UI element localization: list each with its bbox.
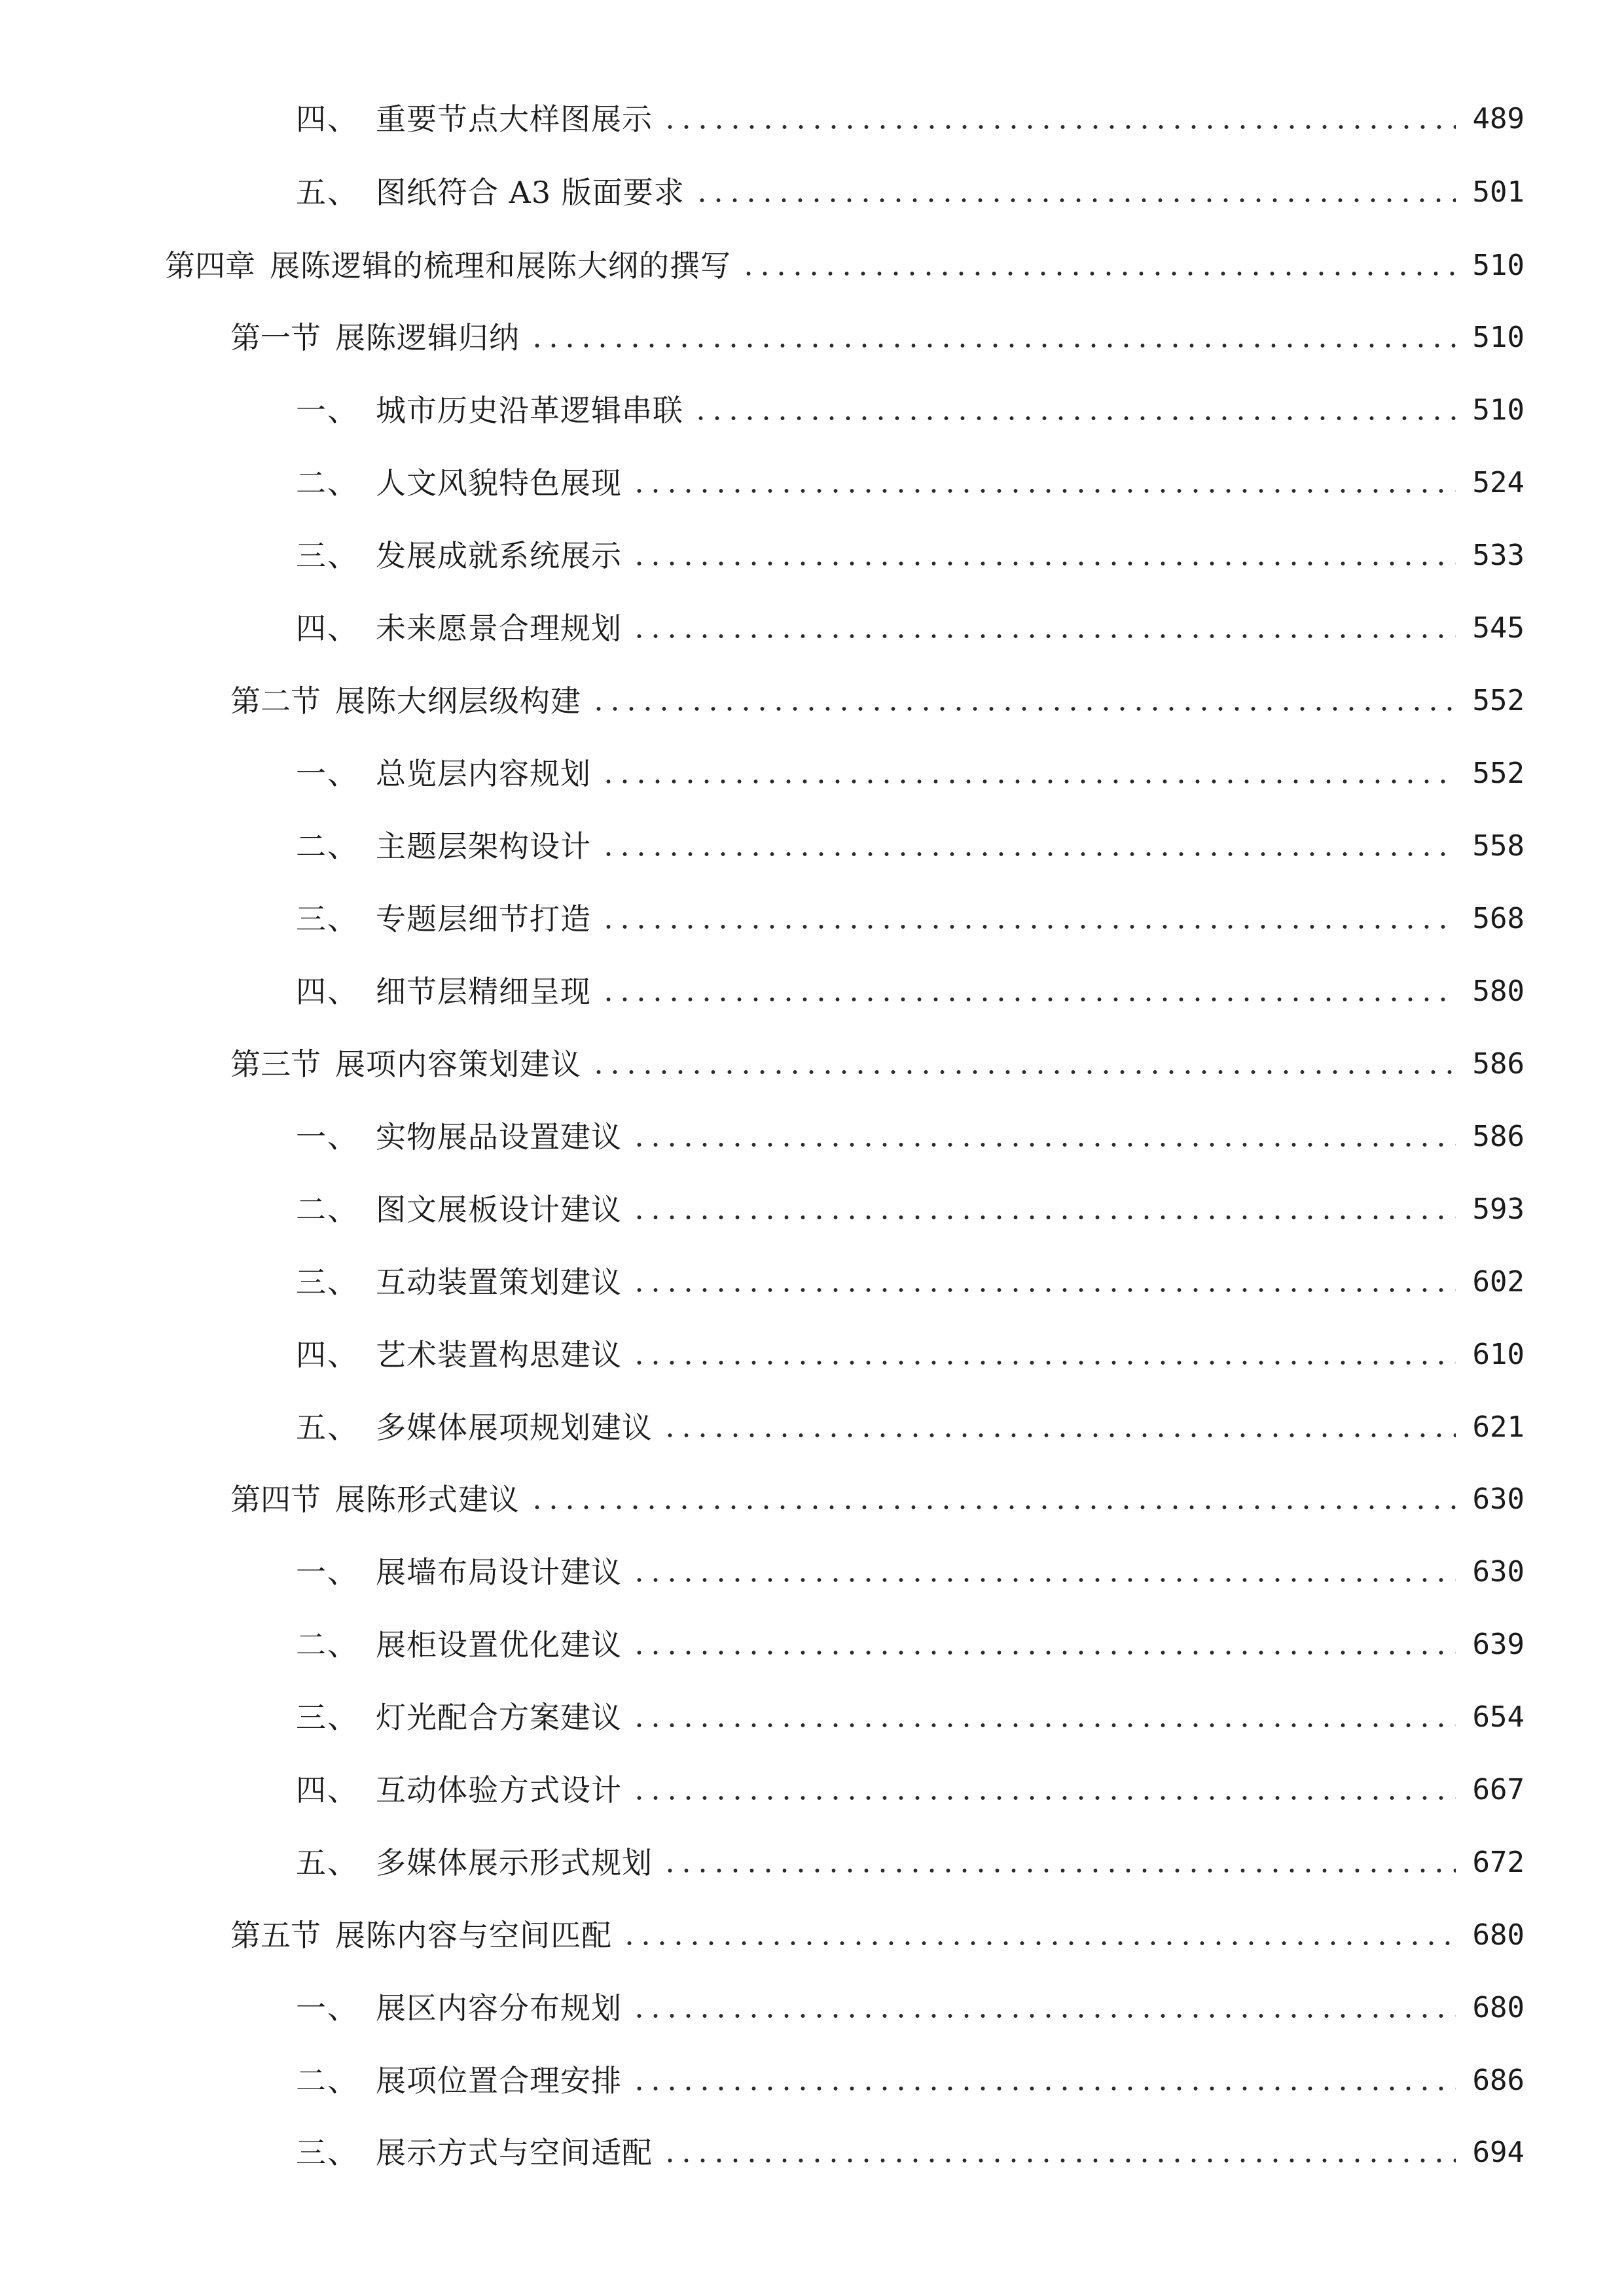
entry-number: 一、 xyxy=(296,756,359,791)
entry-title: 细节层精细呈现 xyxy=(376,974,591,1009)
dot-leader xyxy=(590,1038,1456,1090)
entry-title: 艺术装置构思建议 xyxy=(376,1337,622,1372)
toc-entry[interactable] xyxy=(296,166,1525,219)
entry-number: 第一节 xyxy=(230,320,321,355)
entry-title: 展陈内容与空间匹配 xyxy=(335,1918,612,1953)
entry-title: 图纸符合 A3 版面要求 xyxy=(376,175,685,210)
entry-number: 四、 xyxy=(296,974,359,1009)
entry-page-number: 510 xyxy=(1472,249,1525,282)
toc-entry[interactable] xyxy=(296,602,1525,655)
dot-leader xyxy=(631,1764,1456,1816)
entry-number: 一、 xyxy=(296,1554,359,1590)
entry-page-number: 667 xyxy=(1472,1773,1525,1806)
entry-number: 二、 xyxy=(296,2063,359,2098)
entry-title: 重要节点大样图展示 xyxy=(376,101,653,137)
entry-page-number: 580 xyxy=(1472,975,1525,1008)
dot-leader xyxy=(631,1619,1456,1671)
dot-leader xyxy=(693,384,1456,437)
entry-title: 发展成就系统展示 xyxy=(376,538,622,573)
toc-entry[interactable] xyxy=(296,1183,1525,1236)
toc-entry[interactable] xyxy=(296,1619,1525,1671)
toc-entry[interactable] xyxy=(296,1111,1525,1163)
toc-entry[interactable] xyxy=(296,1329,1525,1381)
entry-page-number: 558 xyxy=(1472,829,1525,863)
toc-entry[interactable] xyxy=(296,965,1525,1018)
dot-leader xyxy=(600,893,1456,945)
entry-title: 主题层架构设计 xyxy=(376,829,591,864)
entry-page-number: 552 xyxy=(1472,684,1525,717)
toc-entry[interactable] xyxy=(296,529,1525,582)
entry-page-number: 586 xyxy=(1472,1047,1525,1081)
dot-leader xyxy=(694,166,1456,219)
dot-leader xyxy=(631,1111,1456,1163)
toc-entry[interactable] xyxy=(296,2054,1525,2107)
entry-page-number: 630 xyxy=(1472,1482,1525,1516)
entry-title: 展陈逻辑的梳理和展陈大纲的撰写 xyxy=(270,248,731,283)
entry-number: 二、 xyxy=(296,1627,359,1662)
dot-leader xyxy=(631,1256,1456,1308)
entry-page-number: 552 xyxy=(1472,757,1525,790)
entry-number: 四、 xyxy=(296,611,359,646)
dot-leader xyxy=(631,529,1456,582)
dot-leader xyxy=(631,1183,1456,1236)
entry-number: 二、 xyxy=(296,829,359,864)
entry-page-number: 510 xyxy=(1472,321,1525,354)
entry-number: 五、 xyxy=(296,1845,359,1880)
toc-entry[interactable] xyxy=(296,1256,1525,1308)
toc-entry[interactable] xyxy=(230,312,1525,364)
toc-entry[interactable] xyxy=(230,1038,1525,1090)
entry-page-number: 610 xyxy=(1472,1338,1525,1371)
dot-leader xyxy=(529,1473,1456,1526)
entry-title: 灯光配合方案建议 xyxy=(376,1700,622,1735)
entry-number: 四、 xyxy=(296,1772,359,1808)
entry-page-number: 524 xyxy=(1472,466,1525,499)
entry-page-number: 621 xyxy=(1472,1410,1525,1444)
dot-leader xyxy=(600,965,1456,1018)
entry-title: 城市历史沿革逻辑串联 xyxy=(376,393,683,428)
dot-leader xyxy=(662,1837,1456,1889)
entry-page-number: 654 xyxy=(1472,1700,1525,1734)
dot-leader xyxy=(631,1546,1456,1598)
toc-entry[interactable] xyxy=(296,2126,1525,2179)
entry-number: 三、 xyxy=(296,2135,359,2170)
toc-entry[interactable] xyxy=(296,1764,1525,1816)
entry-page-number: 510 xyxy=(1472,393,1525,427)
entry-number: 第四章 xyxy=(165,248,255,283)
entry-title: 专题层细节打造 xyxy=(376,901,591,937)
dot-leader xyxy=(631,2054,1456,2107)
entry-page-number: 545 xyxy=(1472,611,1525,645)
toc-entry[interactable] xyxy=(296,93,1525,145)
entry-title: 多媒体展示形式规划 xyxy=(376,1845,653,1880)
entry-title: 展柜设置优化建议 xyxy=(376,1627,622,1662)
entry-page-number: 602 xyxy=(1472,1265,1525,1299)
entry-number: 五、 xyxy=(296,1410,359,1445)
entry-title: 多媒体展项规划建议 xyxy=(376,1410,653,1445)
toc-entry[interactable] xyxy=(296,457,1525,509)
entry-title: 展陈大纲层级构建 xyxy=(335,683,581,719)
dot-leader xyxy=(600,747,1456,800)
toc-entry[interactable] xyxy=(230,675,1525,727)
entry-title: 展陈形式建议 xyxy=(335,1482,520,1517)
dot-leader xyxy=(529,312,1456,364)
entry-title: 互动体验方式设计 xyxy=(376,1772,622,1808)
entry-title: 互动装置策划建议 xyxy=(376,1265,622,1300)
dot-leader xyxy=(662,2126,1456,2179)
entry-page-number: 489 xyxy=(1472,102,1525,135)
entry-number: 第三节 xyxy=(230,1047,321,1082)
entry-number: 二、 xyxy=(296,465,359,501)
entry-title: 未来愿景合理规划 xyxy=(376,611,622,646)
entry-title: 总览层内容规划 xyxy=(376,756,591,791)
entry-page-number: 501 xyxy=(1472,175,1525,209)
entry-page-number: 672 xyxy=(1472,1846,1525,1879)
entry-page-number: 568 xyxy=(1472,902,1525,935)
entry-number: 四、 xyxy=(296,1337,359,1372)
toc-entry[interactable] xyxy=(296,820,1525,872)
entry-title: 人文风貌特色展现 xyxy=(376,465,622,501)
entry-number: 三、 xyxy=(296,538,359,573)
toc-entry[interactable] xyxy=(230,1909,1525,1962)
toc-entry[interactable] xyxy=(296,1982,1525,2034)
entry-title: 实物展品设置建议 xyxy=(376,1119,622,1155)
entry-title: 图文展板设计建议 xyxy=(376,1192,622,1227)
entry-number: 二、 xyxy=(296,1192,359,1227)
entry-number: 一、 xyxy=(296,1119,359,1155)
toc-entry[interactable] xyxy=(296,1837,1525,1889)
entry-number: 三、 xyxy=(296,901,359,937)
dot-leader xyxy=(631,457,1456,509)
dot-leader xyxy=(740,240,1456,292)
dot-leader xyxy=(631,602,1456,655)
dot-leader xyxy=(621,1909,1456,1962)
entry-page-number: 639 xyxy=(1472,1628,1525,1661)
entry-page-number: 533 xyxy=(1472,539,1525,572)
dot-leader xyxy=(662,93,1456,145)
toc-entry[interactable] xyxy=(296,1691,1525,1744)
entry-number: 四、 xyxy=(296,101,359,137)
entry-title: 展示方式与空间适配 xyxy=(376,2135,653,2170)
entry-title: 展项位置合理安排 xyxy=(376,2063,622,2098)
dot-leader xyxy=(631,1982,1456,2034)
entry-page-number: 694 xyxy=(1472,2136,1525,2169)
entry-number: 三、 xyxy=(296,1700,359,1735)
entry-number: 第四节 xyxy=(230,1482,321,1517)
entry-number: 一、 xyxy=(296,393,359,428)
entry-page-number: 680 xyxy=(1472,1918,1525,1952)
toc-entry[interactable] xyxy=(296,384,1525,437)
entry-page-number: 686 xyxy=(1472,2064,1525,2097)
dot-leader xyxy=(590,675,1456,727)
dot-leader xyxy=(631,1691,1456,1744)
entry-number: 三、 xyxy=(296,1265,359,1300)
toc-entry[interactable] xyxy=(230,1473,1525,1526)
entry-page-number: 586 xyxy=(1472,1120,1525,1153)
entry-number: 第二节 xyxy=(230,683,321,719)
entry-page-number: 630 xyxy=(1472,1555,1525,1588)
toc-entry[interactable] xyxy=(165,240,1525,292)
dot-leader xyxy=(631,1329,1456,1381)
entry-page-number: 680 xyxy=(1472,1991,1525,2024)
toc-entry[interactable] xyxy=(296,1546,1525,1598)
entry-number: 一、 xyxy=(296,1990,359,2026)
entry-title: 展区内容分布规划 xyxy=(376,1990,622,2026)
toc-entry[interactable] xyxy=(296,1401,1525,1454)
entry-title: 展墙布局设计建议 xyxy=(376,1554,622,1590)
entry-title: 展项内容策划建议 xyxy=(335,1047,581,1082)
toc-entry[interactable] xyxy=(296,747,1525,800)
dot-leader xyxy=(600,820,1456,872)
entry-title: 展陈逻辑归纳 xyxy=(335,320,520,355)
toc-entry[interactable] xyxy=(296,893,1525,945)
entry-number: 五、 xyxy=(296,175,359,210)
entry-number: 第五节 xyxy=(230,1918,321,1953)
entry-page-number: 593 xyxy=(1472,1193,1525,1226)
dot-leader xyxy=(662,1401,1456,1454)
